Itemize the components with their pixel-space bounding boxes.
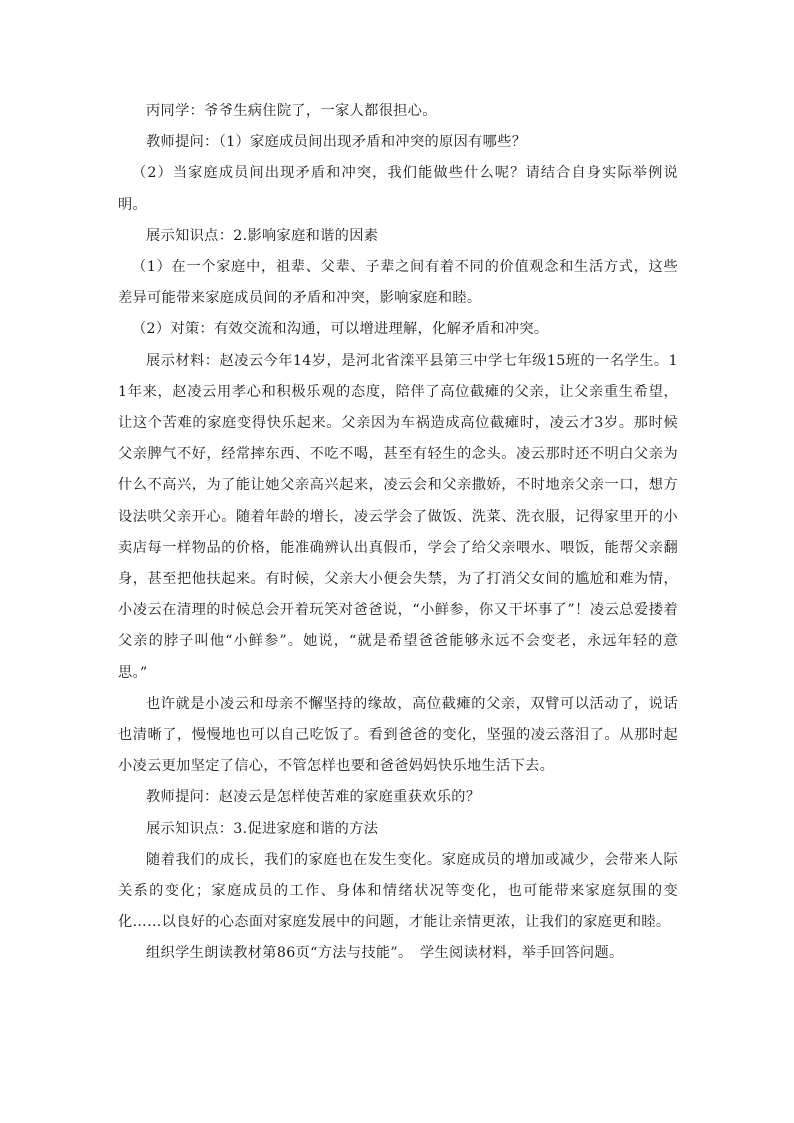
paragraph-student-c: 丙同学：爷爷生病住院了，一家人都很担心。 <box>146 103 437 119</box>
paragraph-reading-activity: 组织学生朗读教材第86页“方法与技能”。 学生阅读材料，举手回答问题。 <box>146 945 624 962</box>
paragraph-knowledge-point-2: 展示知识点：2.影响家庭和谐的因素 <box>146 227 379 244</box>
document-body <box>118 96 678 970</box>
paragraph-teacher-question-1: 教师提问：（1）家庭成员间出现矛盾和冲突的原因有哪些？ <box>146 134 527 151</box>
paragraph-knowledge-point-3: 展示知识点：3.促进家庭和谐的方法 <box>146 820 379 837</box>
paragraph-factor-1: （1）在一个家庭中，祖辈、父辈、子辈之间有着不同的价值观念和生活方式，这些差异可能带来家庭成员间的矛盾和冲突，影响家庭和睦。 <box>118 259 678 307</box>
paragraph-material-continued: 也许就是小凌云和母亲不懈坚持的缘故，高位截瘫的父亲，双臂可以活动了，说话也清晰了，慢慢地也可以自己吃饭了。看到爸爸的变化，坚强的凌云落泪了。从那时起小凌云更加坚定了信心，不管怎样也要和爸爸妈妈快乐地生活下去。 <box>118 695 678 775</box>
paragraph-harmony-methods: 随着我们的成长，我们的家庭也在发生变化。家庭成员的增加或减少，会带来人际关系的变化；家庭成员的工作、身体和情绪状况等变化，也可能带来家庭氛围的变化……以良好的心态面对家庭发展中的问题，才能让亲情更浓，让我们的家庭更和睦。 <box>118 851 678 931</box>
paragraph-factor-2: （2）对策：有效交流和沟通，可以增进理解，化解矛盾和冲突。 <box>132 321 549 338</box>
paragraph-material: 展示材料：赵凌云今年14岁，是河北省滦平县第三中学七年级15班的一名学生。11年来，赵凌云用孝心和积极乐观的态度，陪伴了高位截瘫的父亲，让父亲重生希望，让这个苦难的家庭变得快乐起来。父亲因为车祸造成高位截瘫时，凌云才3岁。那时候父亲脾气不好，经常摔东西、不吃不喝，甚至有轻生的念头。凌云那时还不明白父亲为什么不高兴，为了能让她父亲高兴起来，凌云会和父亲撒娇，不时地亲父亲一口，想方设法哄父亲开心。随着年龄的增长，凌云学会了做饭、洗菜、洗衣服，记得家里开的小卖店每一样物品的价格，能准确辨认出真假币，学会了给父亲喂水、喂饭，能帮父亲翻身，甚至把他扶起来。有时候，父亲大小便会失禁，为了打消父女间的尴尬和难为情，小凌云在清理的时候总会开着玩笑对爸爸说，“小鲜参，你又干坏事了”！凌云总爱搂着父亲的脖子叫他“小鲜参”。她说，“就是希望爸爸能够永远不会变老，永远年轻的意思。” <box>118 352 678 681</box>
paragraph-teacher-question-2: （2）当家庭成员间出现矛盾和冲突，我们能做些什么呢？请结合自身实际举例说明。 <box>118 165 678 213</box>
paragraph-teacher-question-3: 教师提问：赵凌云是怎样使苦难的家庭重获欢乐的？ <box>146 789 481 806</box>
